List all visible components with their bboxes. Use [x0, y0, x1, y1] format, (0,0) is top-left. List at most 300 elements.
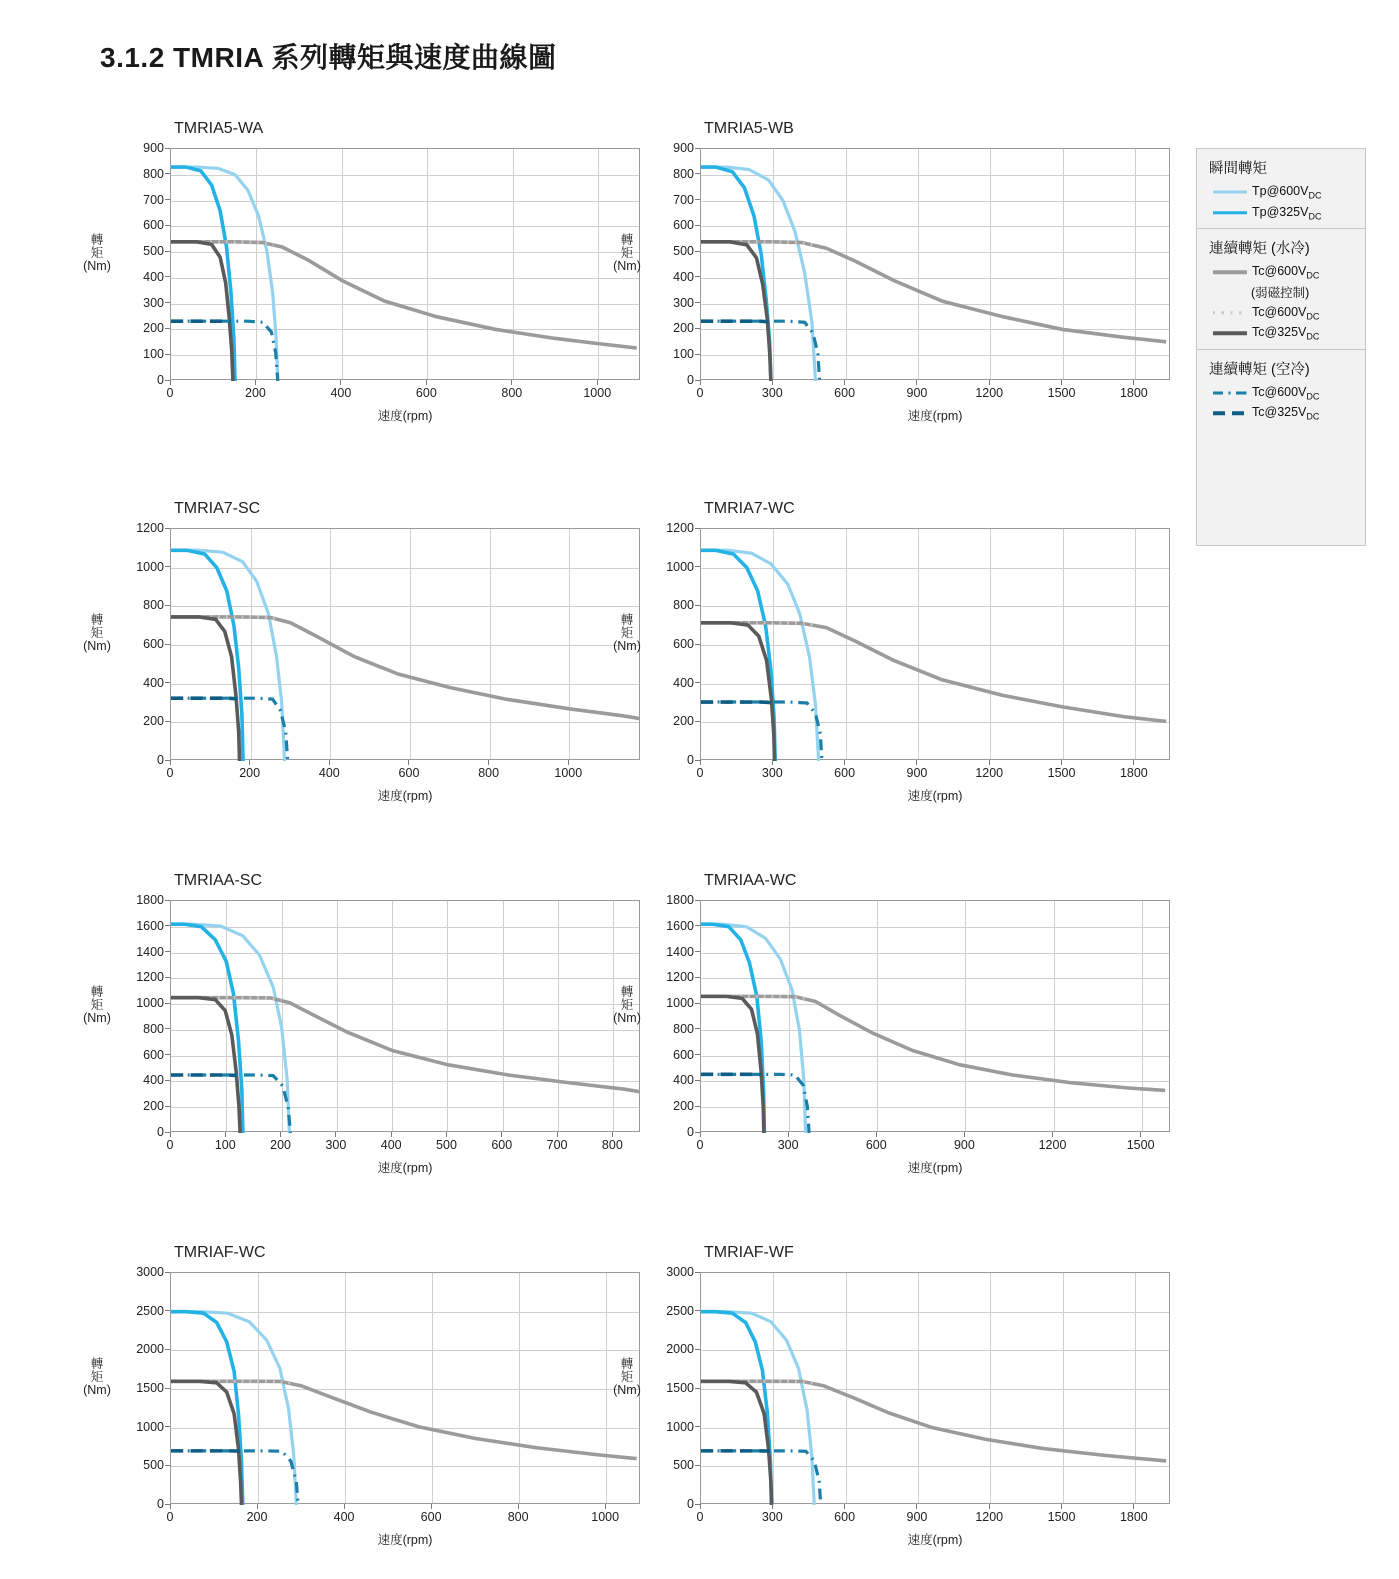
y-axis-tick-mark [695, 1272, 700, 1273]
y-axis-tick-mark [165, 721, 170, 722]
series-line [701, 996, 1165, 1090]
y-axis-tick-label: 400 [143, 675, 164, 690]
chart-title: TMRIA7-SC [174, 500, 261, 517]
y-axis-tick-mark [165, 1272, 170, 1273]
y-axis-tick-mark [165, 605, 170, 606]
x-axis-tick-label: 0 [166, 1138, 174, 1152]
y-axis-tick-mark [695, 1106, 700, 1107]
curve-layer [701, 529, 1171, 761]
chart-title: TMRIAF-WC [174, 1244, 266, 1261]
series-line [701, 924, 806, 1133]
legend-swatch-icon [1213, 266, 1247, 278]
y-axis-tick-mark [165, 276, 170, 277]
y-axis-tick-label: 800 [143, 1021, 164, 1036]
x-axis-tick-label: 300 [761, 1510, 783, 1524]
y-axis-tick-label: 3000 [666, 1265, 694, 1279]
y-axis-tick-label: 1800 [136, 893, 164, 907]
y-axis-tick-label: 200 [673, 321, 694, 336]
curve-layer [701, 901, 1171, 1133]
y-axis-tick-label: 200 [143, 714, 164, 729]
series-line [171, 321, 231, 322]
legend-item [1197, 383, 1365, 404]
y-axis-tick-mark [165, 148, 170, 149]
x-axis-tick-mark [916, 1504, 917, 1509]
x-axis-tick-mark [1061, 380, 1062, 385]
x-axis-tick-label: 1500 [1047, 766, 1076, 780]
x-axis-tick-label: 600 [834, 386, 856, 400]
y-axis-tick-label: 500 [673, 244, 694, 259]
plot-area [170, 1272, 640, 1504]
legend-section [1197, 149, 1365, 223]
x-axis-tick-mark [170, 1504, 171, 1509]
y-axis-tick-label: 1400 [136, 944, 164, 959]
x-axis-tick-mark [597, 380, 598, 385]
x-axis-tick-mark [1061, 760, 1062, 765]
x-axis-tick-label: 600 [834, 766, 856, 780]
y-axis-tick-label: 600 [673, 1047, 694, 1062]
y-axis-tick-mark [695, 276, 700, 277]
y-axis-tick-mark [695, 925, 700, 926]
legend-swatch-icon [1213, 387, 1247, 399]
y-axis-tick-label: 0 [687, 1125, 694, 1139]
y-axis-tick-mark [695, 900, 700, 901]
y-axis-tick-label: 1600 [666, 918, 694, 933]
legend-item [1197, 203, 1365, 224]
y-axis-tick-label: 1000 [666, 559, 694, 574]
x-axis-tick-label: 0 [166, 1510, 174, 1524]
legend-item [1197, 303, 1365, 324]
x-axis-tick-label: 600 [420, 1510, 442, 1524]
y-axis-tick-label: 300 [143, 295, 164, 310]
y-axis-tick-mark [165, 173, 170, 174]
legend-swatch-icon [1213, 307, 1247, 319]
legend-swatch-icon [1213, 207, 1247, 219]
y-axis-tick-mark [165, 1426, 170, 1427]
x-axis-tick-label: 200 [270, 1138, 292, 1152]
y-axis-tick-label: 1200 [666, 521, 694, 535]
y-axis-tick-mark [695, 1426, 700, 1427]
y-axis-tick-label: 800 [673, 166, 694, 181]
x-axis-tick-label: 1800 [1119, 1510, 1148, 1524]
x-axis-tick-mark [340, 380, 341, 385]
y-axis-label: 轉 矩 (Nm) [613, 613, 641, 654]
x-axis-tick-mark [255, 380, 256, 385]
y-axis-tick-mark [695, 951, 700, 952]
y-axis-tick-mark [695, 1349, 700, 1350]
x-axis-tick-mark [916, 760, 917, 765]
page-title: 3.1.2 TMRIA 系列轉矩與速度曲線圖 [100, 42, 557, 73]
y-axis-tick-mark [165, 566, 170, 567]
x-axis-label: 速度(rpm) [377, 789, 433, 803]
series-line [171, 617, 240, 761]
y-axis-tick-mark [695, 605, 700, 606]
series-line [171, 550, 285, 761]
x-axis-tick-label: 800 [478, 766, 500, 780]
y-axis-label: 轉 矩 (Nm) [613, 233, 641, 274]
y-axis-tick-label: 0 [687, 1497, 694, 1511]
y-axis-tick-label: 200 [673, 1099, 694, 1114]
y-axis-tick-mark [165, 1465, 170, 1466]
chart-tmriaf-wf [613, 1244, 1180, 1574]
legend-panel [1196, 148, 1366, 546]
legend-item-label: $Tc@325V_{DC}$ [1252, 405, 1320, 422]
x-axis-tick-mark [844, 760, 845, 765]
y-axis-tick-label: 800 [143, 598, 164, 613]
y-axis-label: 轉 矩 (Nm) [613, 1357, 641, 1398]
chart-title: TMRIAA-WC [704, 872, 797, 889]
legend-item [1197, 403, 1365, 424]
series-line [701, 550, 819, 761]
x-axis-tick-label: 700 [546, 1138, 568, 1152]
x-axis-tick-mark [772, 380, 773, 385]
x-axis-tick-label: 0 [166, 386, 174, 400]
x-axis-tick-label: 1000 [554, 766, 583, 780]
x-axis-tick-mark [518, 1504, 519, 1509]
x-axis-tick-mark [431, 1504, 432, 1509]
x-axis-label: 速度(rpm) [907, 409, 963, 423]
y-axis-tick-label: 600 [143, 637, 164, 651]
y-axis-tick-label: 800 [673, 598, 694, 613]
legend-swatch-icon [1213, 407, 1247, 419]
x-axis-tick-mark [557, 1132, 558, 1137]
y-axis-tick-label: 100 [143, 347, 164, 362]
x-axis-tick-label: 0 [696, 766, 704, 780]
x-axis-tick-mark [772, 1504, 773, 1509]
legend-item [1197, 323, 1365, 344]
y-axis-tick-mark [165, 302, 170, 303]
plot-area [170, 528, 640, 760]
y-axis-tick-label: 800 [143, 166, 164, 181]
y-axis-tick-mark [695, 1028, 700, 1029]
legend-swatch-icon [1213, 186, 1247, 198]
y-axis-tick-mark [165, 1106, 170, 1107]
y-axis-tick-mark [695, 1465, 700, 1466]
x-axis-tick-mark [612, 1132, 613, 1137]
x-axis-tick-label: 1500 [1047, 386, 1076, 400]
y-axis-tick-label: 200 [143, 321, 164, 336]
x-axis-tick-mark [280, 1132, 281, 1137]
y-axis-tick-label: 1000 [136, 559, 164, 574]
y-axis-tick-mark [695, 225, 700, 226]
x-axis-tick-mark [170, 1132, 171, 1137]
y-axis-tick-label: 600 [673, 218, 694, 233]
y-axis-tick-mark [165, 1080, 170, 1081]
chart-tmriaa-wc [613, 872, 1180, 1202]
series-line [171, 698, 288, 761]
x-axis-tick-mark [1133, 1504, 1134, 1509]
x-axis-tick-mark [225, 1132, 226, 1137]
series-line [171, 1451, 298, 1505]
y-axis-tick-label: 0 [157, 1497, 164, 1511]
x-axis-label: 速度(rpm) [907, 1533, 963, 1547]
chart-tmria5-wb [613, 120, 1180, 450]
x-axis-tick-mark [446, 1132, 447, 1137]
y-axis-tick-mark [165, 1003, 170, 1004]
y-axis-tick-label: 600 [673, 637, 694, 651]
y-axis-tick-label: 200 [673, 714, 694, 729]
x-axis-tick-label: 800 [601, 1138, 623, 1152]
x-axis-tick-mark [844, 380, 845, 385]
y-axis-tick-mark [165, 199, 170, 200]
y-axis-tick-label: 0 [157, 753, 164, 767]
x-axis-tick-label: 800 [501, 386, 523, 400]
x-axis-tick-label: 100 [214, 1138, 236, 1152]
y-axis-tick-label: 900 [143, 141, 164, 155]
x-axis-tick-mark [700, 380, 701, 385]
legend-swatch-icon [1213, 327, 1247, 339]
series-line [701, 623, 775, 761]
y-axis-tick-label: 1000 [666, 1419, 694, 1434]
y-axis-label: 轉 矩 (Nm) [83, 1357, 111, 1398]
x-axis-tick-label: 400 [380, 1138, 402, 1152]
series-line [701, 242, 1166, 342]
y-axis-tick-mark [695, 302, 700, 303]
y-axis-tick-label: 1200 [136, 970, 164, 985]
legend-item-label: $Tp@600V_{DC}$ [1252, 184, 1322, 201]
x-axis-tick-label: 1500 [1047, 1510, 1076, 1524]
x-axis-tick-label: 600 [834, 1510, 856, 1524]
y-axis-label: 轉 矩 (Nm) [613, 985, 641, 1026]
legend-section [1197, 229, 1365, 344]
y-axis-label: 轉 矩 (Nm) [83, 233, 111, 274]
y-axis-tick-mark [695, 1054, 700, 1055]
y-axis-tick-mark [165, 925, 170, 926]
chart-tmria7-sc [83, 500, 650, 830]
x-axis-tick-label: 600 [491, 1138, 513, 1152]
x-axis-tick-mark [1133, 380, 1134, 385]
y-axis-tick-mark [695, 1003, 700, 1004]
y-axis-tick-mark [695, 1080, 700, 1081]
x-axis-tick-label: 600 [865, 1138, 887, 1152]
x-axis-tick-label: 900 [953, 1138, 975, 1152]
series-line [171, 242, 637, 348]
x-axis-tick-label: 0 [696, 1138, 704, 1152]
y-axis-tick-mark [165, 328, 170, 329]
x-axis-tick-mark [391, 1132, 392, 1137]
y-axis-tick-label: 100 [673, 347, 694, 362]
x-axis-tick-mark [605, 1504, 606, 1509]
y-axis-tick-label: 700 [143, 192, 164, 207]
y-axis-tick-label: 1400 [666, 944, 694, 959]
y-axis-tick-label: 500 [143, 1458, 164, 1473]
plot-area [170, 900, 640, 1132]
y-axis-label: 轉 矩 (Nm) [83, 613, 111, 654]
x-axis-tick-label: 200 [246, 1510, 268, 1524]
x-axis-label: 速度(rpm) [377, 1533, 433, 1547]
x-axis-tick-mark [700, 760, 701, 765]
x-axis-label: 速度(rpm) [377, 409, 433, 423]
series-line [701, 996, 764, 1133]
x-axis-tick-label: 1200 [975, 1510, 1004, 1524]
series-line [171, 924, 243, 1133]
x-axis-tick-mark [916, 380, 917, 385]
x-axis-tick-label: 400 [333, 1510, 355, 1524]
y-axis-tick-label: 0 [687, 753, 694, 767]
x-axis-tick-label: 1000 [583, 386, 612, 400]
chart-tmria5-wa [83, 120, 650, 450]
plot-area [700, 528, 1170, 760]
y-axis-tick-label: 2500 [666, 1303, 694, 1318]
curve-layer [701, 1273, 1171, 1505]
y-axis-tick-label: 1500 [136, 1381, 164, 1395]
plot-area [170, 148, 640, 380]
x-axis-tick-mark [426, 380, 427, 385]
y-axis-tick-mark [165, 1310, 170, 1311]
y-axis-tick-label: 200 [143, 1099, 164, 1114]
chart-title: TMRIAF-WF [704, 1244, 794, 1261]
x-axis-tick-label: 800 [507, 1510, 529, 1524]
x-axis-tick-mark [1052, 1132, 1053, 1137]
plot-area [700, 1272, 1170, 1504]
chart-title: TMRIA5-WB [704, 120, 794, 137]
x-axis-tick-label: 300 [777, 1138, 799, 1152]
y-axis-tick-label: 400 [143, 269, 164, 284]
series-line [171, 1381, 242, 1505]
x-axis-tick-label: 400 [330, 386, 352, 400]
x-axis-tick-mark [700, 1132, 701, 1137]
y-axis-tick-label: 2000 [666, 1342, 694, 1357]
y-axis-tick-label: 1200 [136, 521, 164, 535]
x-axis-label: 速度(rpm) [907, 1161, 963, 1175]
y-axis-tick-label: 400 [673, 1073, 694, 1088]
x-axis-tick-label: 900 [906, 386, 928, 400]
y-axis-tick-label: 400 [673, 675, 694, 690]
x-axis-tick-label: 600 [415, 386, 437, 400]
x-axis-tick-label: 1500 [1126, 1138, 1155, 1152]
y-axis-tick-label: 500 [143, 244, 164, 259]
y-axis-tick-mark [165, 682, 170, 683]
x-axis-tick-mark [335, 1132, 336, 1137]
x-axis-tick-mark [488, 760, 489, 765]
y-axis-tick-mark [165, 977, 170, 978]
chart-tmriaf-wc [83, 1244, 650, 1574]
y-axis-tick-label: 2000 [136, 1342, 164, 1357]
y-axis-tick-mark [695, 721, 700, 722]
chart-tmria7-wc [613, 500, 1180, 830]
x-axis-tick-label: 900 [906, 766, 928, 780]
x-axis-tick-mark [964, 1132, 965, 1137]
y-axis-tick-label: 1000 [136, 996, 164, 1011]
y-axis-tick-mark [165, 644, 170, 645]
series-line [701, 321, 820, 381]
x-axis-tick-mark [568, 760, 569, 765]
plot-area [700, 900, 1170, 1132]
y-axis-tick-mark [695, 251, 700, 252]
plot-area [700, 148, 1170, 380]
x-axis-tick-label: 1200 [1038, 1138, 1067, 1152]
curve-layer [171, 901, 641, 1133]
y-axis-tick-mark [165, 1349, 170, 1350]
x-axis-tick-mark [788, 1132, 789, 1137]
series-line [701, 1074, 809, 1133]
x-axis-tick-mark [329, 760, 330, 765]
y-axis-tick-mark [695, 173, 700, 174]
y-axis-tick-mark [695, 1310, 700, 1311]
y-axis-tick-mark [165, 1028, 170, 1029]
x-axis-tick-label: 1800 [1119, 766, 1148, 780]
series-line [171, 998, 240, 1133]
legend-item-label: $Tc@600V_{DC}$ [1252, 384, 1320, 401]
y-axis-tick-label: 1200 [666, 970, 694, 985]
legend-section-heading: 瞬間轉矩 [1209, 161, 1267, 177]
y-axis-tick-label: 400 [143, 1073, 164, 1088]
chart-tmriaa-sc [83, 872, 650, 1202]
y-axis-tick-label: 2500 [136, 1303, 164, 1318]
series-line [701, 1312, 814, 1505]
x-axis-label: 速度(rpm) [377, 1161, 433, 1175]
x-axis-tick-mark [344, 1504, 345, 1509]
x-axis-tick-mark [700, 1504, 701, 1509]
x-axis-tick-label: 1000 [591, 1510, 620, 1524]
legend-section-heading: 連續轉矩 (水冷) [1209, 241, 1310, 257]
y-axis-tick-mark [165, 354, 170, 355]
x-axis-tick-mark [511, 380, 512, 385]
x-axis-tick-label: 300 [761, 766, 783, 780]
legend-item [1197, 262, 1365, 283]
legend-item-note: (弱磁控制) [1251, 285, 1310, 300]
x-axis-tick-label: 500 [436, 1138, 457, 1152]
y-axis-tick-mark [165, 1388, 170, 1389]
y-axis-tick-label: 1500 [666, 1381, 694, 1395]
legend-item-label: $Tp@325V_{DC}$ [1252, 204, 1322, 221]
series-line [701, 1381, 772, 1505]
y-axis-tick-mark [695, 682, 700, 683]
series-line [701, 167, 815, 381]
y-axis-label: 轉 矩 (Nm) [83, 985, 111, 1026]
x-axis-tick-label: 200 [245, 386, 266, 400]
x-axis-tick-label: 300 [761, 386, 783, 400]
series-line [701, 1451, 821, 1505]
chart-title: TMRIAA-SC [174, 872, 262, 889]
x-axis-tick-mark [1133, 760, 1134, 765]
legend-item-label: $Tc@600V_{DC}$ [1252, 304, 1320, 321]
y-axis-tick-label: 1800 [666, 893, 694, 907]
y-axis-tick-mark [695, 977, 700, 978]
y-axis-tick-label: 0 [157, 373, 164, 387]
x-axis-tick-label: 1200 [975, 766, 1004, 780]
y-axis-tick-mark [695, 528, 700, 529]
legend-section [1197, 350, 1365, 424]
x-axis-tick-label: 0 [696, 386, 704, 400]
x-axis-label: 速度(rpm) [907, 789, 963, 803]
y-axis-tick-mark [695, 328, 700, 329]
x-axis-tick-mark [876, 1132, 877, 1137]
x-axis-tick-mark [1140, 1132, 1141, 1137]
y-axis-tick-label: 400 [673, 269, 694, 284]
x-axis-tick-label: 400 [318, 766, 340, 780]
x-axis-tick-mark [1061, 1504, 1062, 1509]
curve-layer [701, 149, 1171, 381]
y-axis-tick-mark [695, 644, 700, 645]
y-axis-tick-mark [165, 251, 170, 252]
y-axis-tick-label: 500 [673, 1458, 694, 1473]
y-axis-tick-mark [165, 528, 170, 529]
x-axis-tick-mark [772, 760, 773, 765]
y-axis-tick-label: 600 [143, 218, 164, 233]
y-axis-tick-label: 3000 [136, 1265, 164, 1279]
y-axis-tick-mark [165, 951, 170, 952]
y-axis-tick-label: 1000 [136, 1419, 164, 1434]
y-axis-tick-label: 1600 [136, 918, 164, 933]
curve-layer [171, 529, 641, 761]
x-axis-tick-mark [989, 760, 990, 765]
x-axis-tick-label: 0 [166, 766, 174, 780]
x-axis-tick-mark [501, 1132, 502, 1137]
y-axis-tick-label: 800 [673, 1021, 694, 1036]
x-axis-tick-mark [249, 760, 250, 765]
x-axis-tick-label: 1800 [1119, 386, 1148, 400]
legend-item-label: $Tc@600V_{DC}$ [1252, 264, 1320, 281]
